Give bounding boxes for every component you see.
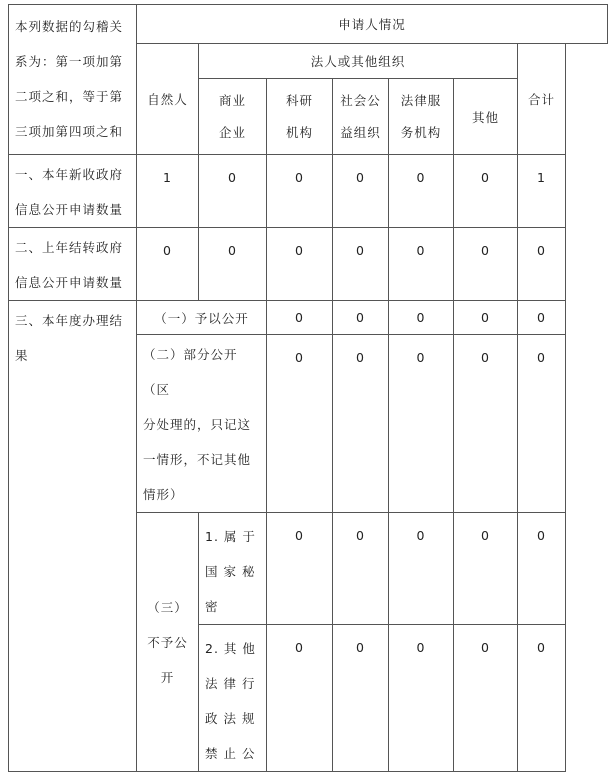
- natural-person-header: 自然人: [137, 44, 199, 155]
- row-label-prohibited-by-law: 2. 其 他 法 律 行 政 法 规 禁 止 公: [199, 625, 267, 772]
- value-cell: 0: [333, 335, 389, 513]
- value-cell: 0: [199, 228, 267, 301]
- value-cell: 0: [454, 301, 518, 335]
- disclosure-statistics-table: [8, 4, 608, 772]
- value-cell: 0: [518, 513, 566, 625]
- value-cell: 0: [267, 228, 333, 301]
- value-cell: 0: [389, 155, 454, 228]
- value-cell: 0: [333, 625, 389, 772]
- applicant-status-header: 申请人情况: [137, 5, 608, 44]
- value-cell: 0: [518, 625, 566, 772]
- value-cell: 0: [389, 513, 454, 625]
- org-column-header: 法律服 务机构: [389, 79, 454, 155]
- value-cell: 0: [137, 228, 199, 301]
- value-cell: 0: [389, 335, 454, 513]
- row-label-disclosed: （一）予以公开: [137, 301, 267, 335]
- corner-note-line: 本列数据的勾稽关: [15, 19, 124, 34]
- value-cell: 0: [389, 228, 454, 301]
- value-cell: 0: [267, 335, 333, 513]
- corner-note-line: 二项之和，等于第: [15, 89, 124, 104]
- row-label-state-secret: 1. 属 于 国 家 秘 密: [199, 513, 267, 625]
- value-cell: 0: [518, 228, 566, 301]
- value-cell: 0: [518, 335, 566, 513]
- value-cell: 0: [267, 301, 333, 335]
- org-column-header: 社会公 益组织: [333, 79, 389, 155]
- value-cell: 0: [199, 155, 267, 228]
- org-column-header: 其他: [454, 79, 518, 155]
- value-cell: 0: [518, 301, 566, 335]
- value-cell: 0: [454, 513, 518, 625]
- value-cell: 0: [454, 228, 518, 301]
- row-label-results: 三、本年度办理结 果: [9, 301, 137, 772]
- org-column-header: 科研 机构: [267, 79, 333, 155]
- value-cell: 0: [454, 155, 518, 228]
- corner-note-line: 系为：第一项加第: [15, 54, 124, 69]
- value-cell: 0: [267, 155, 333, 228]
- value-cell: 0: [454, 335, 518, 513]
- corner-note-line: 三项加第四项之和: [15, 124, 124, 139]
- value-cell: 0: [333, 228, 389, 301]
- legal-or-other-org-header: 法人或其他组织: [199, 44, 518, 79]
- value-cell: 0: [267, 513, 333, 625]
- value-cell: 0: [333, 301, 389, 335]
- corner-note-cell: [9, 5, 137, 155]
- total-header: 合计: [518, 44, 566, 155]
- value-cell: 1: [518, 155, 566, 228]
- org-column-header: 商业 企业: [199, 79, 267, 155]
- row-label-partially-disclosed: （二）部分公开（区 分处理的，只记这 一情形，不记其他 情形）: [137, 335, 267, 513]
- value-cell: 0: [454, 625, 518, 772]
- row-label-new-requests: 一、本年新收政府 信息公开申请数量: [9, 155, 137, 228]
- row-label-carried-over: 二、上年结转政府 信息公开申请数量: [9, 228, 137, 301]
- value-cell: 0: [389, 625, 454, 772]
- value-cell: 0: [389, 301, 454, 335]
- value-cell: 0: [267, 625, 333, 772]
- row-label-not-disclosed: （三） 不予公 开: [137, 513, 199, 772]
- value-cell: 1: [137, 155, 199, 228]
- value-cell: 0: [333, 155, 389, 228]
- value-cell: 0: [333, 513, 389, 625]
